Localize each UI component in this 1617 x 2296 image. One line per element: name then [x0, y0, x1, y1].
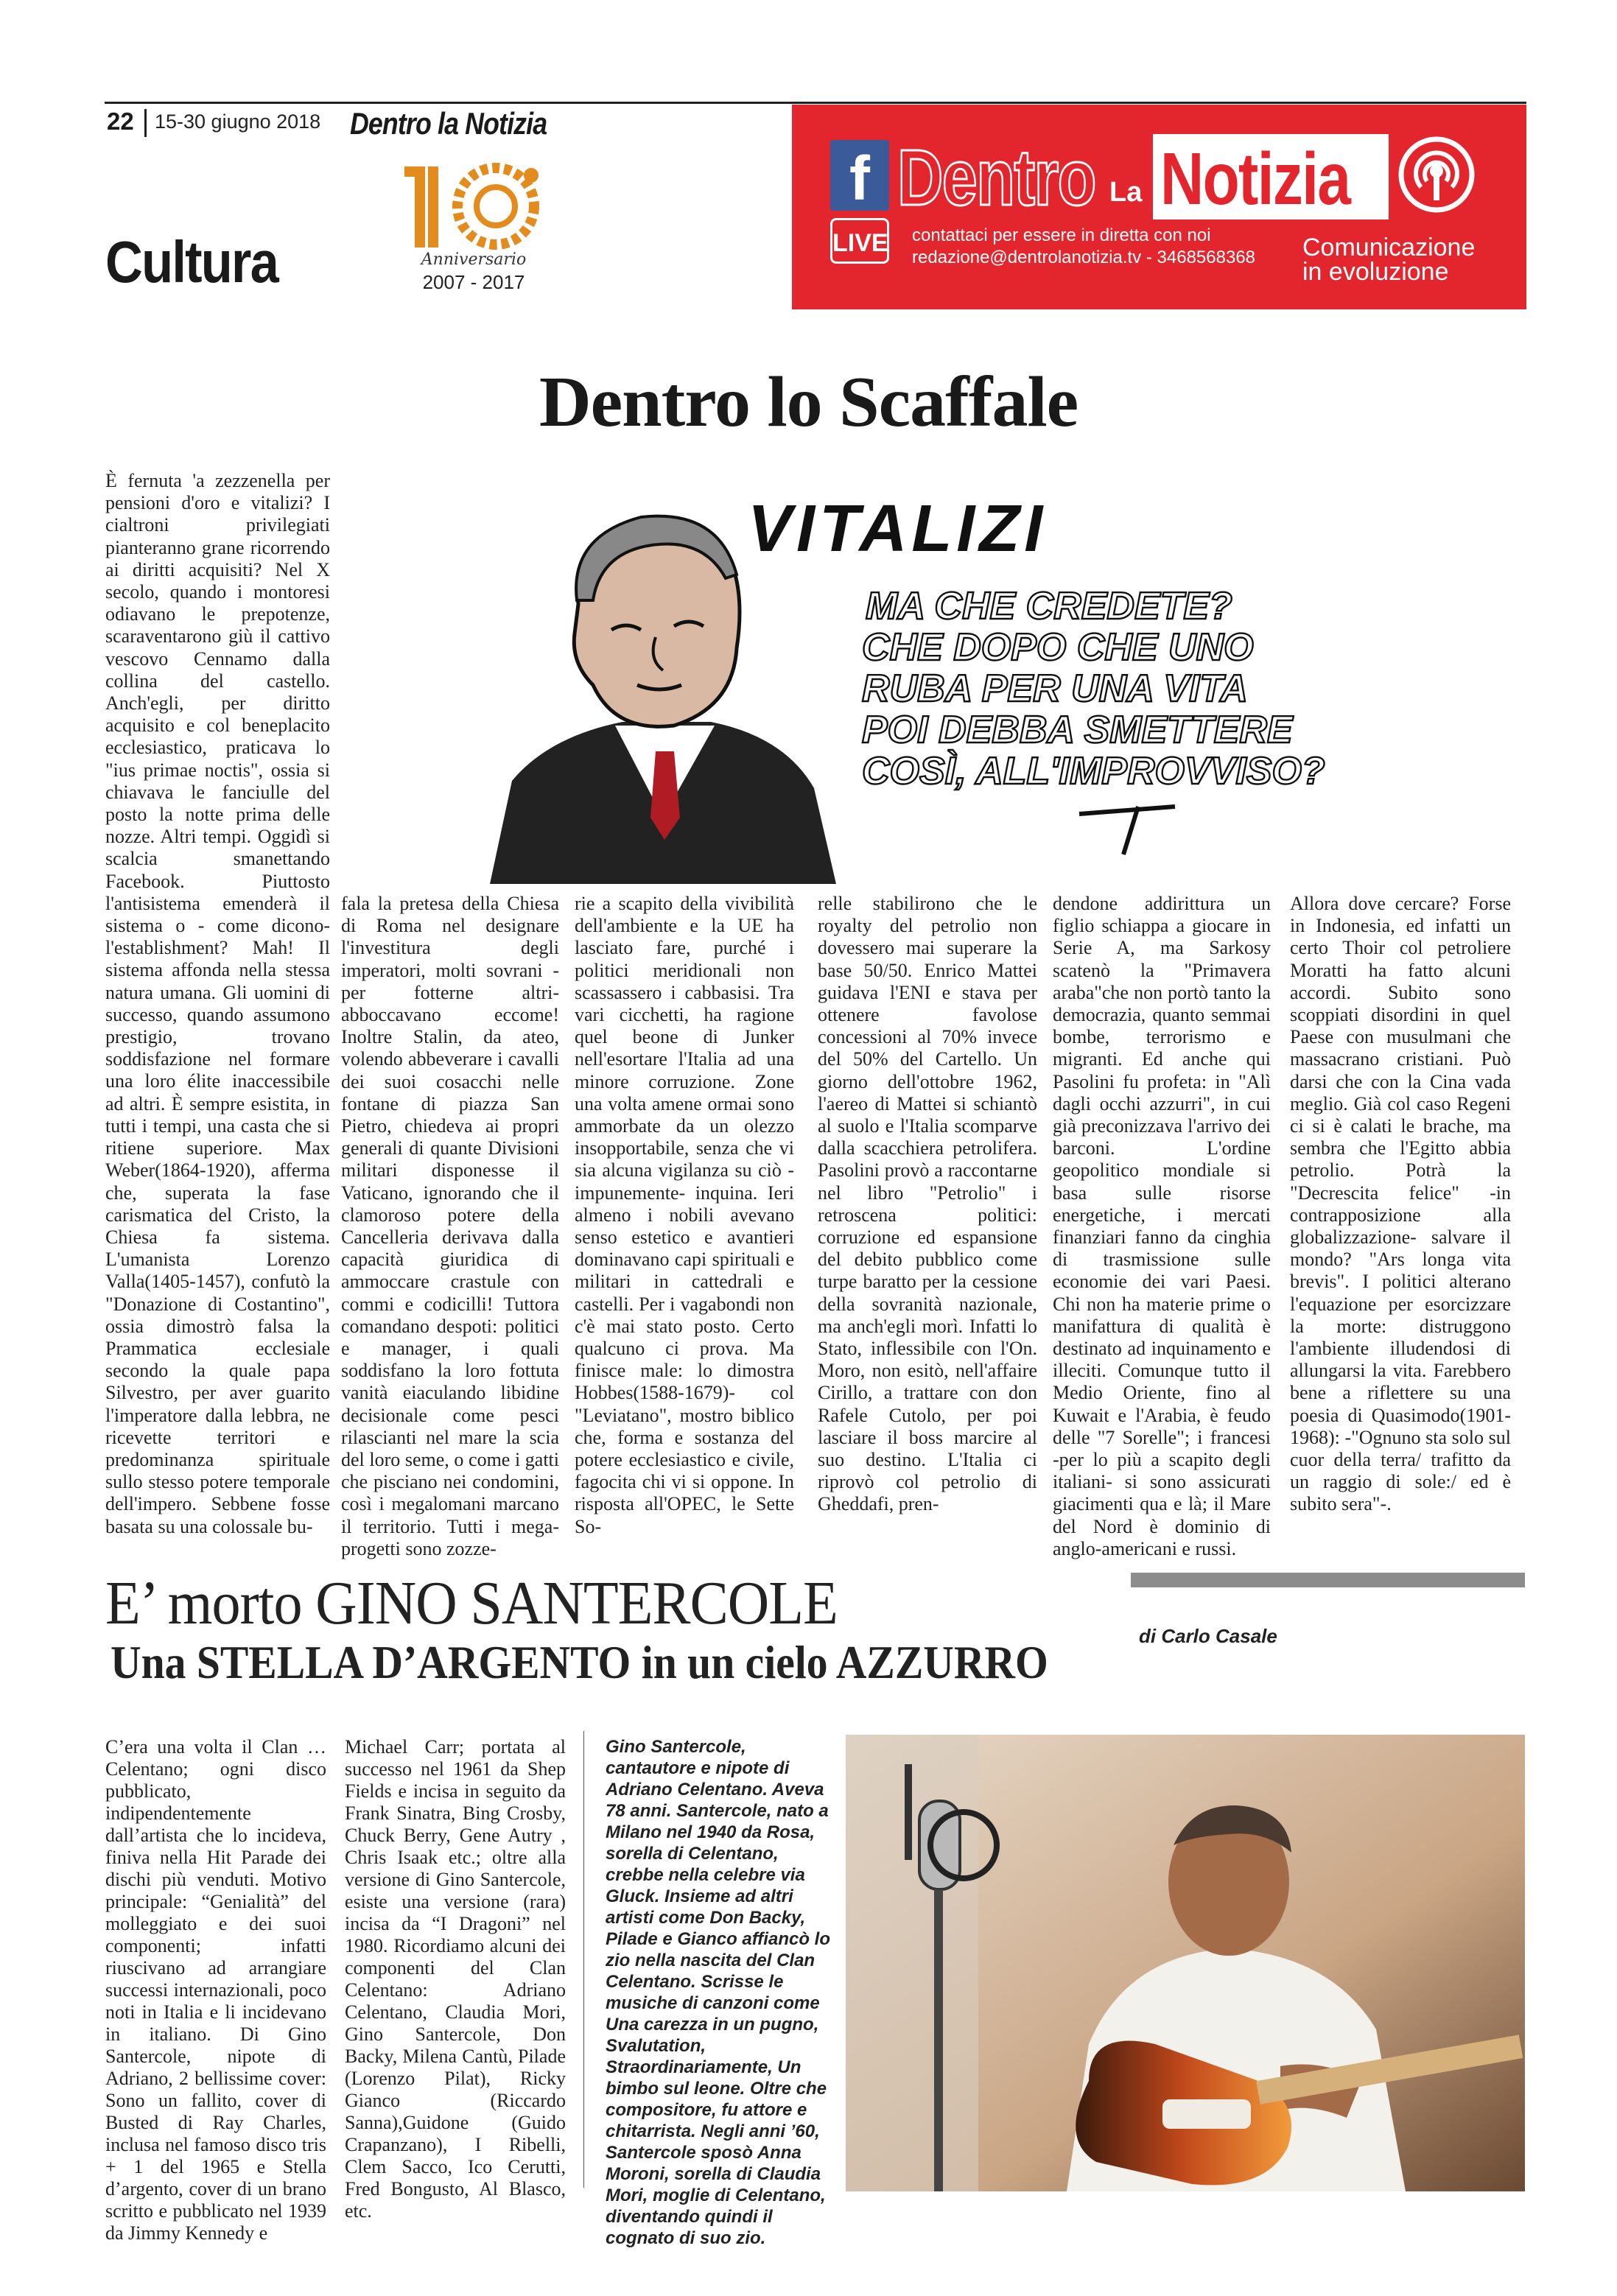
obituary-title: E’ morto GINO SANTERCOLE — [105, 1569, 838, 1637]
brand-notizia: Notizia — [1160, 138, 1350, 220]
article-column-5: dendone addirittura un figlio schiappa a giocare in Serie A, ma Sarkosy scatenò la "Primavera araba"che non portò tanto la democrazia, quanto semmai bombe, terrorismo e migranti. Ed anche qui Pasolini fu profeta: in "Alì dagli occhi azzurri", in cui già preconizzava l'arrivo dei barconi. L'ordine geopolitico mondiale si basa sulle risorse energetiche, i mercati finanziari fanno da cinghia di trasmissione sulle economie dei vari Paesi. Chi non ha materie prime o manifattura di qualità è destinato ad inquinamento e illeciti. Comunque tutto il Medio Oriente, fino al Kuwait e l'Arabia, è feudo delle "7 Sorelle"; i francesi -per lo più a scapito degli italiani- si sono assicurati giacimenti qua e là; il Mare del Nord è dominio di anglo-americani e russi. — [1053, 893, 1271, 1559]
article-column-4: relle stabilirono che le royalty del petrolio non dovessero mai superare la base 50/50. Enrico Mattei guidava l'ENI e stava per ottenere favolose concessioni al 70% invece del 50% del Cartello. Un giorno dell'ottobre 1962, l'aereo di Mattei si schiantò al suolo e l'Italia scomparve dalla scacchiera petrolifera. Pasolini provò a raccontarne nel libro "Petrolio" i retroscena politici: corruzione ed espansione del debito pubblico come turpe baratto per la cessione della sovranità nazionale, ma anch'egli morì. Infatti lo Stato, inflessibile con l'On. Moro, non esitò, nell'affaire Cirillo, a trattare con don Rafele Cutolo, per poi lasciare il boss marcire al suo destino. L'Italia ci riprovò col petrolio di Gheddafi, pren- — [818, 893, 1037, 1515]
issue-date: 15-30 giugno 2018 — [155, 110, 321, 133]
page-number-divider — [144, 109, 147, 137]
live-badge: LIVE — [830, 218, 889, 264]
contact-email-phone: redazione@dentrolanotizia.tv - 3468568368 — [912, 247, 1256, 267]
article-column-3: rie a scapito della vivibilità dell'ambiente e la UE ha lasciato fare, purché i politici meridionali non scassassero i cabbasisi. Tra vari cicchetti, ha ragione quel beone di Junker nell'esortare l'Italia ad una minore corruzione. Zone una volta amene ormai sono ammorbate da un olezzo insopportabile, senza che vi sia alcuna vigilanza su ciò -impunemente- inquina. Ieri almeno i nobili avevano senso estetico e avantieri dominavano capi spirituali e militari in cattedrali e castelli. Per i vagabondi non c'è mai stato posto. Certo qualcuno ci prova. Ma finisce male: lo dimostra Hobbes(1588-1679)- col "Leviatano", mostro biblico che, forma e sostanza del potere ecclesiastico e civile, fagocita chi vi si oppone. In risposta all'OPEC, le Sette So- — [575, 893, 794, 1537]
cartoon-speech-line-3: RUBA PER UNA VITA — [862, 667, 1248, 710]
obituary-column-2: Michael Carr; portata al successo nel 1961 da Shep Fields e incisa in seguito da Frank Sinatra, Bing Crosby, Chuck Berry, Gene Autry , Chris Isaak etc.; oltre alla versione di Gino Santercole, esiste una versione (rara) incisa da “I Dragoni” nel 1980. Ricordiamo alcuni dei componenti del Clan Celentano: Adriano Celentano, Claudia Mori, Gino Santercole, Don Backy, Milena Cantù, Pilade (Lorenzo Pilat), Ricky Gianco (Riccardo Sanna),Guidone (Guido Crapanzano), I Ribelli, Clem Sacco, Ico Cerutti, Fred Bongusto, Al Blasco, etc. — [345, 1736, 566, 2222]
article-column-2: fala la pretesa della Chiesa di Roma nel designare l'investitura degli imperatori, molti sovrani -per fotterne altri- abboccavano eccome! Inoltre Stalin, da ateo, volendo abbeverare i cavalli dei suoi cosacchi nelle fontane di piazza San Pietro, chiedeva ai propri generali di quante Divisioni militari disponesse il Vaticano, ignorando che il clamoroso potere della Cancelleria derivava dalla capacità giuridica di ammoccare crastule con commi e codicilli! Tuttora comandano despoti: politici e manager, i quali soddisfano la loro fottuta vanità eiaculando libidine decisionale come pesci rilascianti nel mare la scia del loro seme, o come i gatti che pisciano nei condomini, così i megalomani marcano il territorio. Tutti i mega-progetti sono zozze- — [341, 893, 559, 1559]
top-rule — [105, 102, 1526, 104]
political-cartoon — [490, 471, 1448, 884]
publication-name: Dentro la Notizia — [350, 106, 547, 141]
tagline-line2: in evoluzione — [1302, 258, 1449, 286]
cartoon-heading: VITALIZI — [748, 492, 1048, 566]
tagline-line1: Comunicazione — [1302, 234, 1476, 261]
cartoonist-signature — [1079, 807, 1175, 854]
section-divider-bar — [1131, 1573, 1525, 1587]
feature-title: Dentro lo Scaffale — [539, 362, 1078, 442]
brand-dentro: Dentro — [897, 133, 1095, 222]
article-column-6: Allora dove cercare? Forse in Indonesia, ed infatti un certo Thoir col petroliere Moratti ha fatto alcuni accordi. Subito sono scoppiati disordini in quel Paese con musulmani che massacrano cristiani. Può darsi che con la Cina vada meglio. Già col caso Regeni ci si è calati le brache, ma sembra che l'Egitto abbia petrolio. Potrà la "Decrescita felice" -in contrapposizione alla globalizzazione- salvare il mondo? "Ars longa vita brevis". I politici alterano l'equazione per esorcizzare la morte: distruggono l'ambiente illudendosi di allungarsi la vita. Farebbero bene a riflettere su una poesia di Quasimodo(1901-1968): -"Ognuno sta solo sul cuor della terra/ trafitto da un raggio di sole:/ ed è subito sera"-. — [1290, 893, 1511, 1515]
cartoon-speech-line-2: CHE DOPO CHE UNO — [862, 626, 1254, 669]
page-number: 22 — [107, 108, 134, 135]
contact-invite: contattaci per essere in diretta con noi — [912, 225, 1211, 245]
musician-photo — [846, 1735, 1525, 2191]
obituary-subtitle: Una STELLA D’ARGENTO in un cielo AZZURRO — [111, 1636, 1048, 1688]
banner-tagline — [1302, 236, 1494, 284]
photo-caption: Gino Santercole, cantautore e nipote di Adriano Celentano. Aveva 78 anni. Santercole, nato a Milano nel 1940 da Rosa, sorella di Celentano, crebbe nella celebre via Gluck. Insieme ad altri artisti come Don Backy, Pilade e Gianco affiancò lo zio nella nascita del Clan Celentano. Scrisse le musiche di canzoni come Una carezza in un pugno, Svalutation, Straordinariamente, Un bimbo sul leone. Oltre che compositore, fu attore e chitarrista. Negli anni ’60, Santercole sposò Anna Moroni, sorella di Claudia Mori, moglie di Celentano, diventando quindi il cognato di suo zio. — [606, 1737, 830, 2248]
anniversary-years: 2007 - 2017 — [422, 271, 525, 293]
facebook-icon: f — [830, 140, 889, 211]
anniversary-ten-icon — [404, 166, 539, 247]
politician-caricature — [490, 516, 836, 884]
anniversary-label: Anniversario — [421, 250, 527, 269]
broadcast-icon — [1396, 134, 1477, 215]
article-column-1: È fernuta 'a zezzenella per pensioni d'oro e vitalizi? I cialtroni privilegiati pianteranno grane ricorrendo ai diritti acquisiti? Nel X secolo, quando i montoresi odiavano le prepotenze, scaraventarono giù il cattivo vescovo Cennamo dalla collina del castello. Anch'egli, per diritto acquisito e col beneplacito ecclesiastico, praticava lo "ius primae noctis", ossia si chiavava le fanciulle del posto la notte prima delle nozze. Altri tempi. Oggidì si scalcia smanettando Facebook. Piuttosto l'antisistema emenderà il sistema o - come dicono- l'establishment? Mah! Il sistema affonda nella stessa natura umana. Gli uomini di successo, quando assumono prestigio, trovano soddisfazione nel formare una loro élite inaccessibile ad altri. È sempre esistita, in tutti i tempi, una casta che si ritiene superiore. Max Weber(1864-1920), afferma che, superata la fase carismatica del Cristo, la Chiesa fa sistema. L'umanista Lorenzo Valla(1405-1457), confutò la "Donazione di Costantino", ossia dimostrò falsa la Prammatica ecclesiale secondo la quale papa Silvestro, per aver guarito l'imperatore dalla lebbra, ne ricevette territori e predominanza spirituale sullo stesso potere temporale dell'impero. Sebbene fosse basata su una colossale bu- — [105, 470, 330, 1537]
cartoon-speech-line-1: MA CHE CREDETE? — [866, 585, 1232, 628]
obituary-column-1: C’era una volta il Clan … Celentano; ogni disco pubblicato, indipendentemente dall’artista che lo incideva, finiva nella Hit Parade dei dischi più venduti. Motivo principale: “Genialità” del molleggiato e dei suoi componenti; infatti riuscivano ad arrangiare successi internazionali, poco noti in Italia e li incidevano in italiano. Di Gino Santercole, nipote di Adriano, 2 bellissime cover: Sono un fallito, cover di Busted di Ray Charles, inclusa nel famoso disco tris + 1 del 1965 e Stella d’argento, cover di un brano scritto e pubblicato nel 1939 da Jimmy Kennedy e — [105, 1736, 326, 2244]
section-title: Cultura — [105, 229, 278, 295]
author-byline: di Carlo Casale — [1139, 1625, 1277, 1647]
cartoon-speech-line-5: COSÌ, ALL'IMPROVVISO? — [862, 750, 1325, 793]
cartoon-speech-line-4: POI DEBBA SMETTERE — [862, 709, 1293, 751]
brand-la: La — [1109, 177, 1143, 208]
column-divider — [583, 1731, 584, 2188]
